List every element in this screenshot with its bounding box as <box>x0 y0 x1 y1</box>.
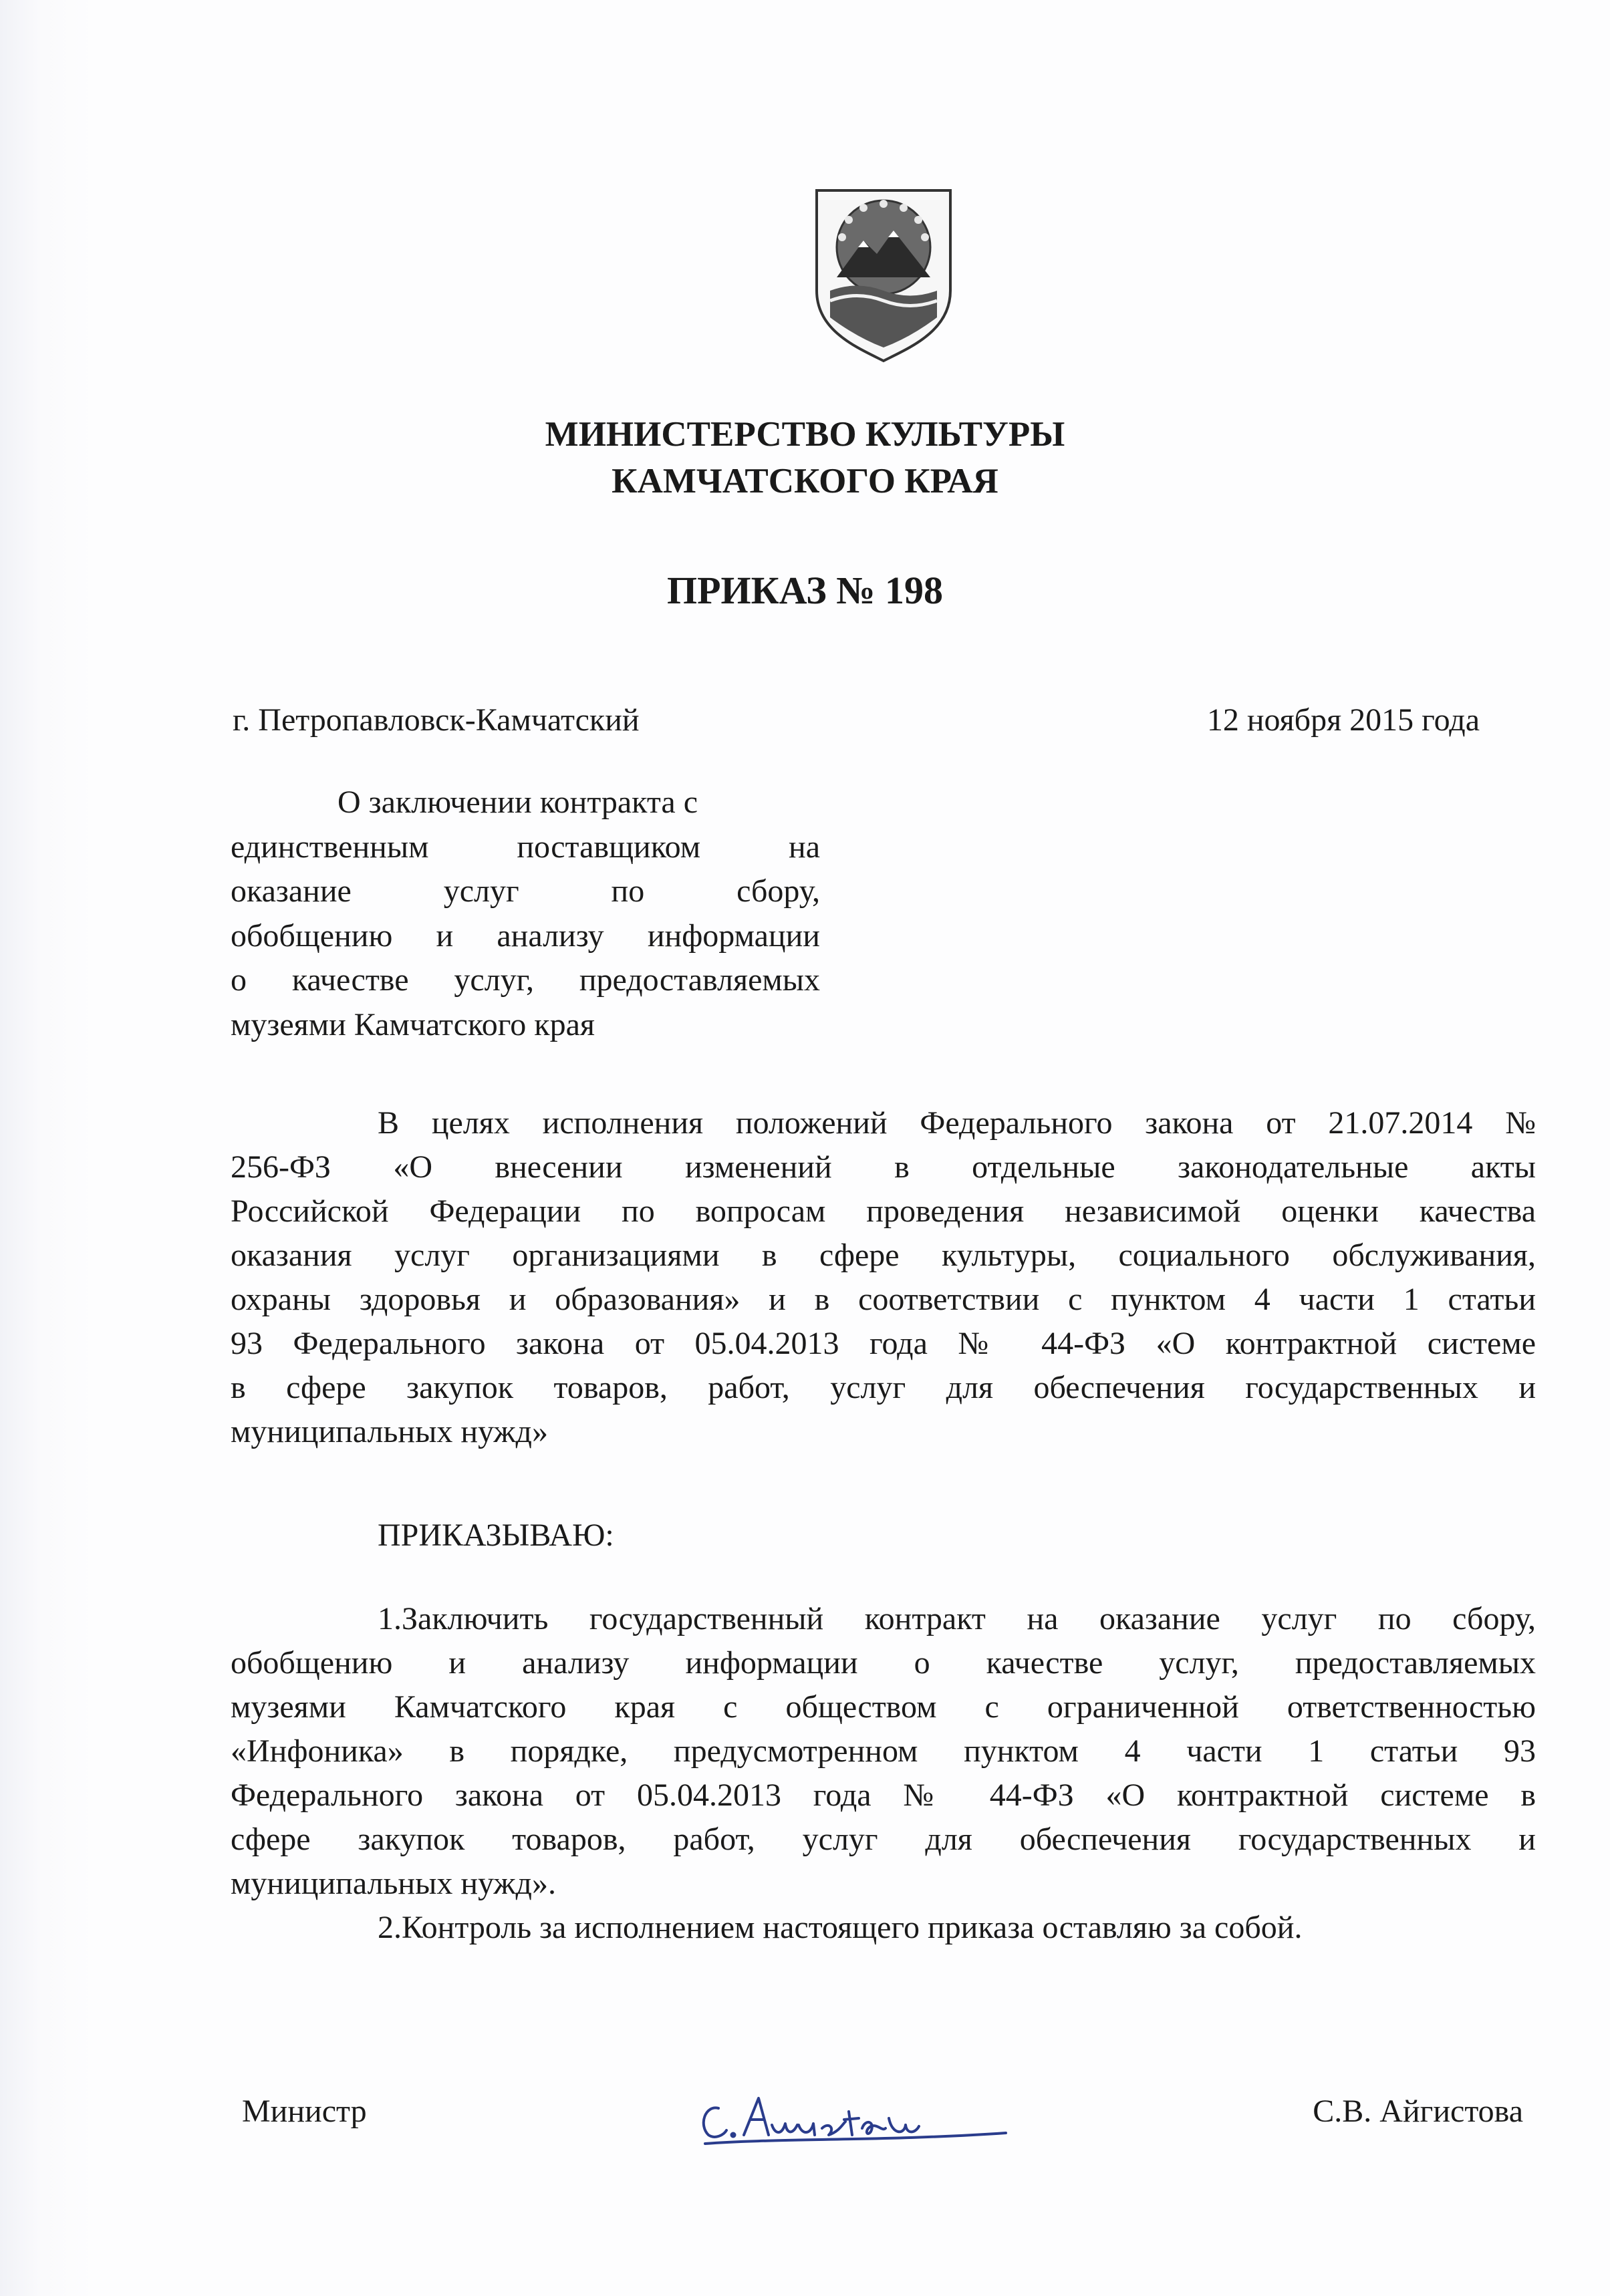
subject-line: оказание услуг по сбору, <box>231 873 820 909</box>
preamble-line: 93 Федерального закона от 05.04.2013 года № 44-ФЗ «О контрактной системе <box>231 1326 1536 1361</box>
subject-line: музеями Камчатского края <box>231 1006 595 1042</box>
item1-line: муниципальных нужд». <box>231 1866 556 1901</box>
item1-line: 1.Заключить государственный контракт на оказание услуг по сбору, <box>378 1601 1536 1636</box>
subject-line: О заключении контракта с <box>338 784 698 820</box>
preamble-line: муниципальных нужд» <box>231 1414 548 1449</box>
preamble-line: в сфере закупок товаров, работ, услуг для обеспечения государственных и <box>231 1370 1536 1405</box>
signer-role: Министр <box>242 2094 367 2129</box>
city: г. Петропавловск-Камчатский <box>233 702 640 738</box>
signer-name: С.В. Айгистова <box>1313 2094 1523 2129</box>
item1-line: Федерального закона от 05.04.2013 года № 44-ФЗ «О контрактной системе в <box>231 1777 1536 1813</box>
item1-line: сфере закупок товаров, работ, услуг для обеспечения государственных и <box>231 1822 1536 1857</box>
preamble-line: Российской Федерации по вопросам проведения независимой оценки качества <box>231 1193 1536 1229</box>
preamble-line: 256-ФЗ «О внесении изменений в отдельные законодательные акты <box>231 1149 1536 1185</box>
subject-line: единственным поставщиком на <box>231 829 820 865</box>
coat-of-arms-icon <box>810 184 957 364</box>
item1-line: «Инфоника» в порядке, предусмотренном пунктом 4 части 1 статьи 93 <box>231 1733 1536 1769</box>
handwritten-signature <box>692 2071 1026 2152</box>
ministry-line-2: КАМЧАТСКОГО КРАЯ <box>612 462 998 500</box>
preamble-line: охраны здоровья и образования» и в соответствии с пунктом 4 части 1 статьи <box>231 1282 1536 1317</box>
preamble <box>231 1101 1536 1454</box>
preamble-line: В целях исполнения положений Федерального закона от 21.07.2014 № <box>378 1105 1536 1141</box>
preamble-line: оказания услуг организациями в сфере культуры, социального обслуживания, <box>231 1238 1536 1273</box>
order-subject <box>231 780 820 1047</box>
order-word: ПРИКАЗЫВАЮ: <box>378 1518 614 1553</box>
order-item-1 <box>231 1597 1536 1950</box>
item1-line: обобщению и анализу информации о качестве услуг, предоставляемых <box>231 1645 1536 1681</box>
ministry-line-1: МИНИСТЕРСТВО КУЛЬТУРЫ <box>545 415 1065 454</box>
order-date: 12 ноября 2015 года <box>1206 702 1480 738</box>
item1-line: музеями Камчатского края с обществом с ограниченной ответственностью <box>231 1689 1536 1725</box>
ministry-heading <box>0 411 1610 505</box>
subject-line: обобщению и анализу информации <box>231 917 820 954</box>
order-item-2: 2.Контроль за исполнением настоящего приказа оставляю за собой. <box>378 1910 1303 1945</box>
subject-line: о качестве услуг, предоставляемых <box>231 962 820 998</box>
order-title: ПРИКАЗ № 198 <box>666 569 944 612</box>
